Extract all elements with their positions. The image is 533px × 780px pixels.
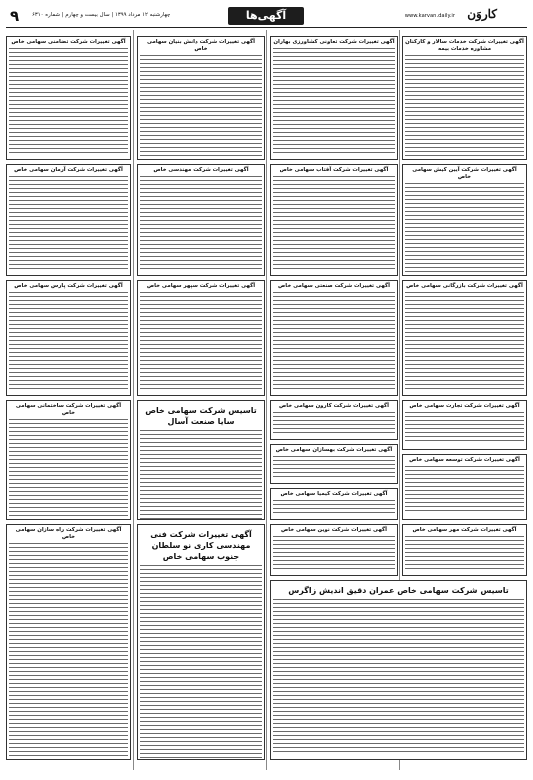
notice-body [405,183,524,276]
notice-title: آگهی تغییرات شرکت تجارت سهامی خاص [409,403,520,409]
notice-title: آگهی تغییرات شرکت صنعتی سهامی خاص [278,283,390,289]
notice-title: آگهی تغییرات شرکت راه سازان سهامی خاص [15,527,122,540]
notice-title: آگهی تغییرات شرکت مهندسی خاص [153,167,249,173]
notice-body [273,599,524,755]
header-rule [6,27,527,28]
notice-title: آگهی تغییرات شرکت بهسازان سهامی خاص [275,447,393,453]
notice-body [140,565,262,760]
notice-title: آگهی تغییرات شرکت بازرگانی سهامی خاص [406,283,523,289]
legal-notice [402,400,527,450]
notice-body [9,48,128,154]
legal-notice [137,36,265,160]
page-number: ۹ [10,7,20,25]
notice-body [273,48,395,154]
notice-title: آگهی تغییرات شرکت کیمیا سهامی خاص [280,491,388,497]
notice-title: تاسیس شرکت سهامی خاص سایا صنعت آسال [145,406,257,426]
legal-notice [137,400,265,520]
legal-notice [270,488,398,520]
notice-title: آگهی تغییرات شرکت تعاونی کشاورزی بهاران [273,39,395,45]
notice-body [405,292,524,390]
legal-notice [402,36,527,160]
notice-body [9,292,128,390]
legal-notice [270,524,398,576]
notice-body [273,176,395,270]
legal-notice [6,524,131,760]
website-url[interactable]: www.karvan.daily.ir [404,13,455,19]
legal-notice [270,400,398,440]
notice-body [405,412,524,444]
legal-notice [6,400,131,520]
date-line: چهارشنبه ۱۲ مرداد ۱۳۹۹ | سال بیست و چهارم | شماره ۶۳۱۰ [32,12,171,18]
legal-notice [402,280,527,396]
column-divider [133,30,134,770]
notice-body [273,536,395,570]
notice-title: آگهی تغییرات شرکت توسعه سهامی خاص [409,457,520,463]
notice-body [273,292,395,390]
legal-notice [270,280,398,396]
notice-body [9,176,128,270]
legal-notice [270,580,527,760]
notice-body [140,176,262,270]
notice-body [273,456,395,478]
notice-body [140,292,262,390]
legal-notice [270,164,398,276]
notice-body [9,543,128,760]
notice-title: آگهی تغییرات شرکت آیین کیش سهامی خاص [412,167,517,180]
newspaper-logo: کاروَن [467,7,497,21]
legal-notice [137,280,265,396]
legal-notice [6,164,131,276]
legal-notice [270,444,398,484]
notice-body [405,466,524,514]
notice-body [405,55,524,160]
notice-body [273,500,395,514]
legal-notice [6,36,131,160]
legal-notice [402,454,527,520]
notice-title: تاسیس شرکت سهامی خاص عمران دقیق اندیش زاگرس [288,586,509,595]
notice-body [140,430,262,520]
notice-title: آگهی تغییرات شرکت پارس سهامی خاص [14,283,123,289]
notice-title: آگهی تغییرات شرکت ساختمانی سهامی خاص [15,403,122,416]
notice-title: آگهی تغییرات شرکت تضامنی سهامی خاص [11,39,126,45]
notice-body [9,419,128,520]
legal-notice [137,164,265,276]
notice-body [405,536,524,570]
legal-notice [270,36,398,160]
legal-notice [137,524,265,760]
notice-body [140,55,262,160]
notice-body [273,412,395,434]
notice-title: آگهی تغییرات شرکت مهر سهامی خاص [412,527,517,533]
page-header [6,6,527,28]
legal-notice [402,164,527,276]
notice-title: آگهی تغییرات شرکت سپهر سهامی خاص [146,283,256,289]
notice-title: آگهی تغییرات شرکت فنی مهندسی کاری نو سلطان جنوب سهامی خاص [150,530,252,561]
notice-title: آگهی تغییرات شرکت دانش بنیان سهامی خاص [147,39,255,52]
notice-title: آگهی تغییرات شرکت کارون سهامی خاص [278,403,389,409]
notice-title: آگهی تغییرات شرکت خدمات سالار و کارکنان مشاوره خدمات بیمه [405,39,524,52]
section-banner: آگهی‌ها [228,7,304,25]
notice-title: آگهی تغییرات شرکت نوین سهامی خاص [280,527,388,533]
notice-title: آگهی تغییرات شرکت آرمان سهامی خاص [14,167,123,173]
notice-title: آگهی تغییرات شرکت آفتاب سهامی خاص [279,167,389,173]
legal-notice [402,524,527,576]
legal-notice [6,280,131,396]
column-divider [266,30,267,770]
